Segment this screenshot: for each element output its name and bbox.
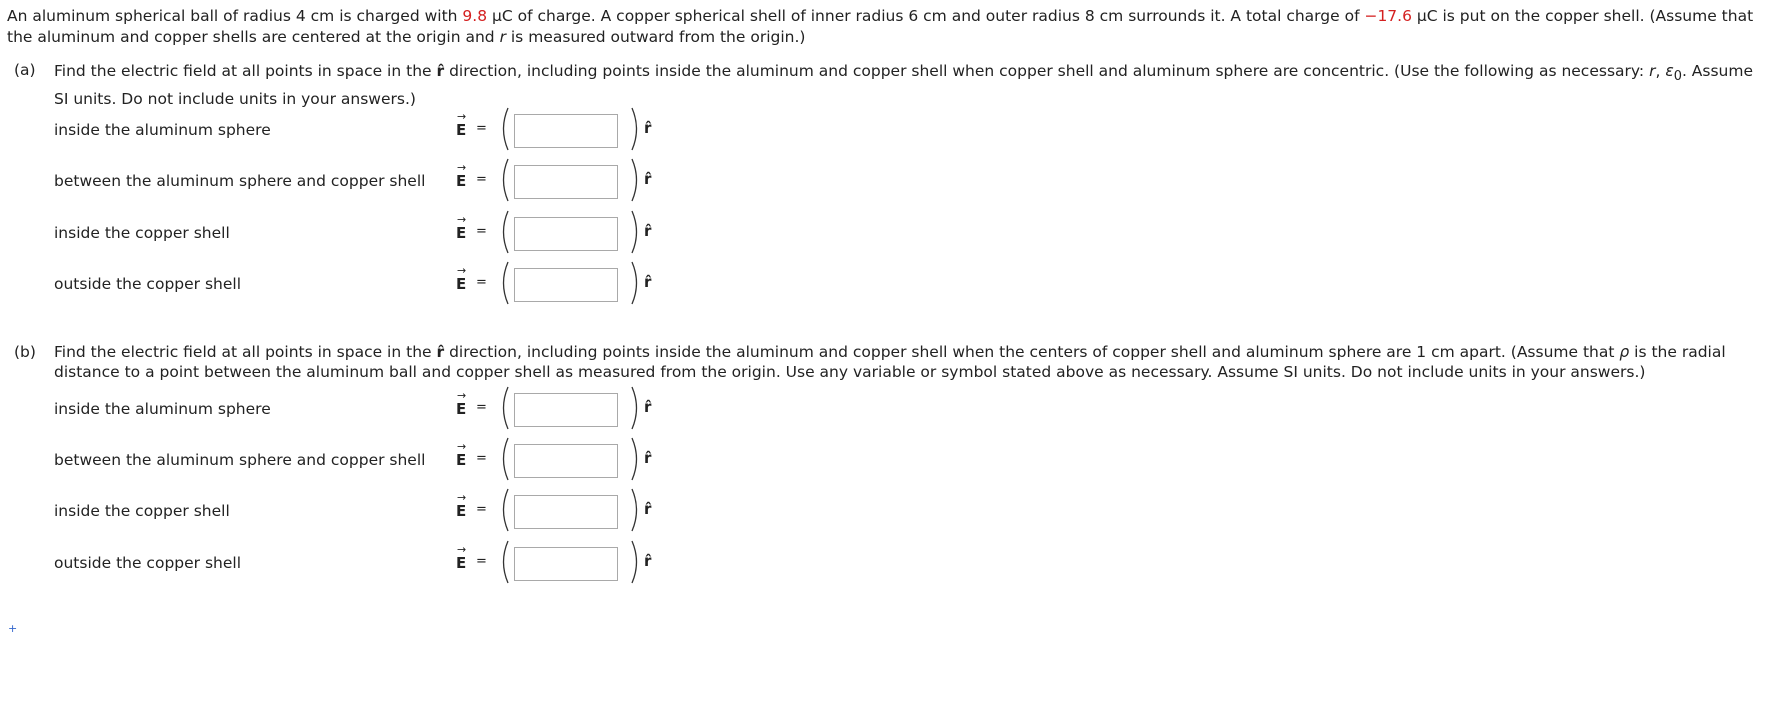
e-letter: E [456, 502, 467, 520]
equals-sign: = [476, 400, 487, 415]
region-label: between the aluminum sphere and copper shell [54, 451, 426, 469]
e-field-answer-input[interactable] [514, 217, 618, 251]
e-letter: E [456, 554, 467, 572]
part-a-row-1 [54, 111, 694, 151]
part-a-instructions [14, 60, 1754, 111]
region-label: outside the copper shell [54, 554, 241, 572]
epsilon-subscript: 0 [1673, 69, 1682, 85]
left-paren [498, 260, 510, 306]
variable-r: r [499, 28, 506, 46]
e-field-vector-symbol [456, 440, 467, 469]
part-a-tag: (a) [14, 61, 36, 79]
part-a-row-3 [54, 214, 694, 254]
e-letter: E [456, 224, 467, 242]
part-b-row-1 [54, 390, 694, 430]
e-letter: E [456, 451, 467, 469]
vector-arrow: → [457, 491, 467, 504]
e-field-vector-symbol [456, 491, 467, 520]
region-label: inside the copper shell [54, 502, 230, 520]
part-b-instructions [14, 342, 1754, 382]
equals-sign: = [476, 275, 487, 290]
vector-arrow: → [457, 543, 467, 556]
rhat-unit-symbol: r̂ [644, 222, 652, 240]
vector-arrow: → [457, 213, 467, 226]
rhat-symbol: r̂ [436, 343, 445, 361]
e-field-vector-symbol [456, 213, 467, 242]
equals-sign: = [476, 502, 487, 517]
equals-sign: = [476, 224, 487, 239]
left-paren [498, 385, 510, 431]
part-a-text-1: Find the electric field at all points in space in the [54, 62, 437, 80]
part-b-tag: (b) [14, 343, 36, 361]
e-field-vector-symbol [456, 264, 467, 293]
part-b-row-3 [54, 492, 694, 532]
e-letter: E [456, 400, 467, 418]
intro-text-2: μC of charge. A copper spherical shell of inner radius 6 cm and outer radius 8 cm surrounds it. A total charge of [487, 7, 1365, 25]
region-label: outside the copper shell [54, 275, 241, 293]
equals-sign: = [476, 554, 487, 569]
charge-value-copper: −17.6 [1364, 7, 1412, 25]
e-field-vector-symbol [456, 110, 467, 139]
e-field-answer-input[interactable] [514, 268, 618, 302]
separator: , [1655, 62, 1666, 80]
right-paren [630, 385, 642, 431]
e-field-vector-symbol [456, 161, 467, 190]
rhat-unit-symbol: r̂ [644, 449, 652, 467]
intro-text-3: μC is put on the copper shell. (Assume that the aluminum and copper shells are centered at the origin and [7, 7, 1754, 46]
e-letter: E [456, 121, 467, 139]
vector-arrow: → [457, 110, 467, 123]
region-label: inside the aluminum sphere [54, 400, 271, 418]
left-paren [498, 157, 510, 203]
part-a-text-2: direction, including points inside the aluminum and copper shell when copper shell and aluminum sphere are concentric. (Use the following as necessary: [444, 62, 1650, 80]
rhat-unit-symbol: r̂ [644, 273, 652, 291]
rhat-unit-symbol: r̂ [644, 119, 652, 137]
epsilon-symbol: ε [1665, 62, 1674, 80]
region-label: inside the copper shell [54, 224, 230, 242]
e-letter: E [456, 275, 467, 293]
rhat-unit-symbol: r̂ [644, 552, 652, 570]
vector-arrow: → [457, 264, 467, 277]
e-field-vector-symbol [456, 543, 467, 572]
part-b-text-1: Find the electric field at all points in space in the [54, 343, 437, 361]
part-b-row-2 [54, 441, 694, 481]
equals-sign: = [476, 172, 487, 187]
e-letter: E [456, 172, 467, 190]
right-paren [630, 487, 642, 533]
intro-text-1: An aluminum spherical ball of radius 4 cm is charged with [7, 7, 463, 25]
part-a-row-4 [54, 265, 694, 305]
equals-sign: = [476, 451, 487, 466]
e-field-answer-input[interactable] [514, 547, 618, 581]
left-paren [498, 436, 510, 482]
equals-sign: = [476, 121, 487, 136]
vector-arrow: → [457, 389, 467, 402]
left-paren [498, 539, 510, 585]
right-paren [630, 106, 642, 152]
vector-arrow: → [457, 161, 467, 174]
part-b-row-4 [54, 544, 694, 584]
e-field-answer-input[interactable] [514, 114, 618, 148]
right-paren [630, 157, 642, 203]
left-paren [498, 106, 510, 152]
intro-text-4: is measured outward from the origin.) [505, 28, 806, 46]
e-field-vector-symbol [456, 389, 467, 418]
part-a-row-2 [54, 162, 694, 202]
part-b-text [54, 342, 1754, 382]
rhat-unit-symbol: r̂ [644, 398, 652, 416]
right-paren [630, 209, 642, 255]
region-label: inside the aluminum sphere [54, 121, 271, 139]
left-paren [498, 209, 510, 255]
charge-value-aluminum: 9.8 [462, 7, 488, 25]
part-a-text-3: . Assume SI units. Do not include units in your answers.) [54, 62, 1754, 109]
e-field-answer-input[interactable] [514, 393, 618, 427]
variable-r: r [1649, 62, 1656, 80]
problem-statement [7, 6, 1757, 48]
rho-symbol: ρ [1619, 343, 1630, 361]
right-paren [630, 260, 642, 306]
rhat-unit-symbol: r̂ [644, 500, 652, 518]
part-b-text-3: is the radial distance to a point between the aluminum ball and copper shell as measured from the origin. Use any variable or symbol stated above as necessary. Assume SI units. Do not include units in your answers.) [54, 343, 1726, 381]
rhat-unit-symbol: r̂ [644, 170, 652, 188]
region-label: between the aluminum sphere and copper shell [54, 172, 426, 190]
rhat-symbol: r̂ [436, 62, 445, 80]
e-field-answer-input[interactable] [514, 495, 618, 529]
plus-marker: + [8, 622, 18, 635]
vector-arrow: → [457, 440, 467, 453]
right-paren [630, 436, 642, 482]
e-field-answer-input[interactable] [514, 444, 618, 478]
part-a-text [54, 60, 1754, 111]
right-paren [630, 539, 642, 585]
e-field-answer-input[interactable] [514, 165, 618, 199]
part-b-text-2: direction, including points inside the aluminum and copper shell when the centers of copper shell and aluminum sphere are 1 cm apart. (Assume that [444, 343, 1620, 361]
left-paren [498, 487, 510, 533]
